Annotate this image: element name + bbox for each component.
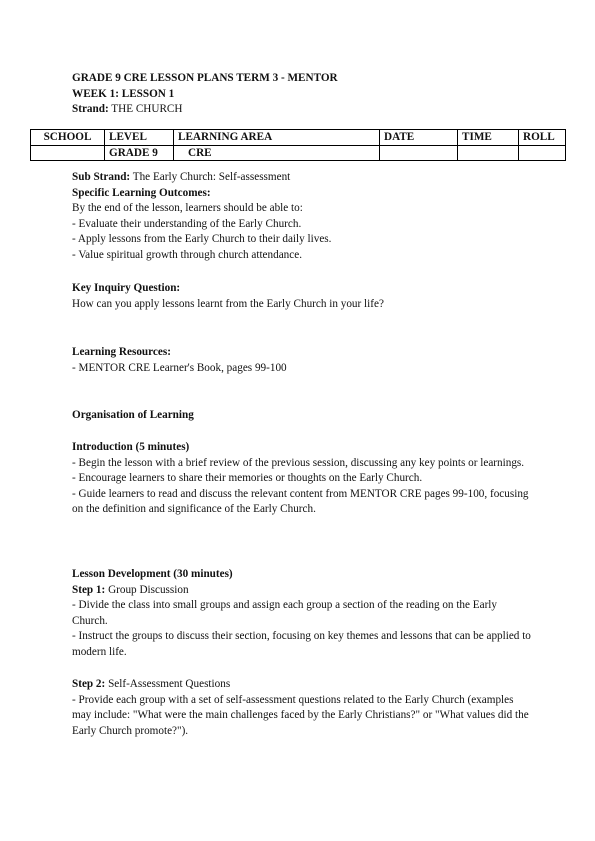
- list-item: - Provide each group with a set of self-assessment questions related to the Early Church (examples may include: "What were the main challenges faced by the Early Christians?" or "What values did the Early Church promote?").: [72, 693, 529, 737]
- list-item: - Instruct the groups to discuss their section, focusing on key themes and lessons that can be applied to modern life.: [72, 630, 531, 658]
- list-item: - Evaluate their understanding of the Early Church.: [72, 217, 302, 230]
- sub-strand-section: [72, 170, 532, 263]
- list-item: - Value spiritual growth through church attendance.: [72, 248, 302, 261]
- header-time: TIME: [458, 130, 519, 146]
- header-school: SCHOOL: [31, 130, 105, 146]
- organisation-section: [72, 408, 532, 424]
- inquiry-text: How can you apply lessons learnt from the Early Church in your life?: [72, 297, 384, 310]
- organisation-heading: Organisation of Learning: [72, 409, 194, 421]
- cell-learning-area: CRE: [174, 145, 380, 161]
- header-roll: ROLL: [519, 130, 566, 146]
- step2-section: [72, 677, 532, 739]
- resources-section: [72, 345, 532, 376]
- step2-label: Step 2:: [72, 678, 106, 690]
- cell-date: [380, 145, 458, 161]
- list-item: - Divide the class into small groups and assign each group a section of the reading on the Early Church.: [72, 599, 498, 627]
- table-header-row: [31, 130, 566, 146]
- cell-school: [31, 145, 105, 161]
- resources-text: - MENTOR CRE Learner's Book, pages 99-100: [72, 361, 287, 374]
- development-heading: Lesson Development (30 minutes): [72, 568, 233, 580]
- table-row: [31, 145, 566, 161]
- document-title: GRADE 9 CRE LESSON PLANS TERM 3 - MENTOR: [72, 72, 338, 84]
- inquiry-section: [72, 281, 532, 312]
- sub-strand-label: Sub Strand:: [72, 171, 131, 183]
- step2-title: Self-Assessment Questions: [108, 678, 231, 690]
- inquiry-heading: Key Inquiry Question:: [72, 282, 181, 294]
- cell-time: [458, 145, 519, 161]
- strand-value: THE CHURCH: [111, 103, 183, 116]
- header-level: LEVEL: [105, 130, 174, 146]
- list-item: - Encourage learners to share their memories or thoughts on the Early Church.: [72, 472, 423, 484]
- list-item: - Begin the lesson with a brief review of the previous session, discussing any key points or learnings.: [72, 456, 525, 469]
- outcomes-intro: By the end of the lesson, learners should be able to:: [72, 202, 303, 214]
- header-learning-area: LEARNING AREA: [174, 130, 380, 146]
- strand-line: [72, 102, 532, 118]
- list-item: - Apply lessons from the Early Church to their daily lives.: [72, 233, 332, 245]
- header-date: DATE: [380, 130, 458, 146]
- introduction-heading: Introduction (5 minutes): [72, 441, 190, 453]
- resources-heading: Learning Resources:: [72, 346, 171, 358]
- development-section: [72, 567, 532, 660]
- step1-title: Group Discussion: [108, 583, 189, 596]
- cell-roll: [519, 145, 566, 161]
- outcomes-heading: Specific Learning Outcomes:: [72, 186, 211, 199]
- cell-level: GRADE 9: [105, 145, 174, 161]
- lesson-header: [72, 71, 532, 118]
- lesson-info-table: [30, 129, 566, 161]
- sub-strand-value: The Early Church: Self-assessment: [132, 171, 291, 183]
- list-item: - Guide learners to read and discuss the relevant content from MENTOR CRE pages 99-100, focusing on the definition and significance of the Early Church.: [72, 487, 529, 515]
- introduction-section: [72, 440, 532, 518]
- strand-label: Strand:: [72, 103, 109, 116]
- step1-label: Step 1:: [72, 583, 106, 596]
- week-lesson-label: WEEK 1: LESSON 1: [72, 87, 175, 100]
